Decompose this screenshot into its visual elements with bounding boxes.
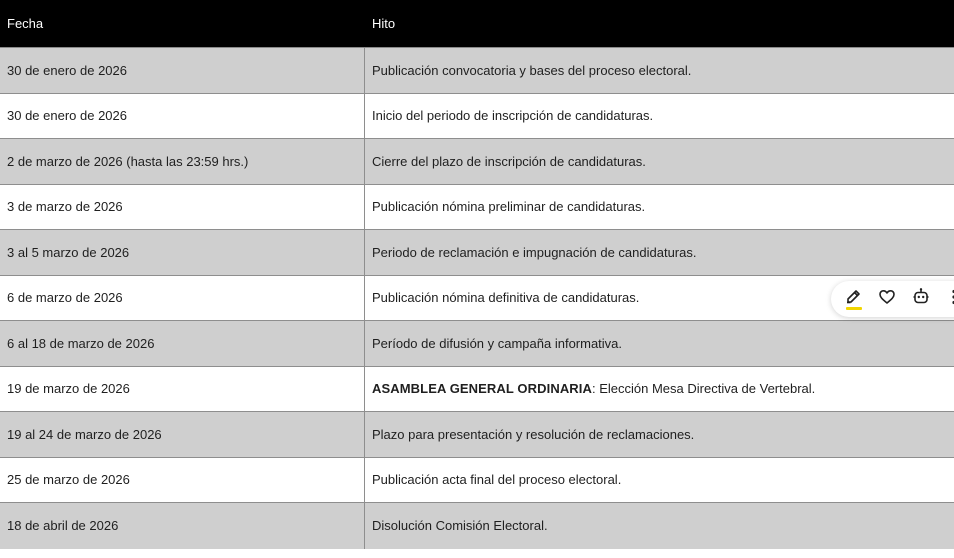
table-row (0, 139, 954, 185)
date-cell: 18 de abril de 2026 (0, 503, 365, 549)
highlight-button[interactable] (837, 282, 871, 316)
hito-cell (365, 139, 954, 184)
date-cell: 30 de enero de 2026 (0, 94, 365, 139)
table-row (0, 458, 954, 504)
hito-text: Publicación nómina preliminar de candidaturas. (372, 199, 646, 215)
hito-text: Plazo para presentación y resolución de reclamaciones. (372, 426, 695, 442)
table-row (0, 412, 954, 458)
hito-text: Publicación convocatoria y bases del proceso electoral. (372, 62, 692, 78)
header-hito: Hito (372, 16, 396, 31)
date-cell: 19 de marzo de 2026 (0, 367, 365, 412)
hito-cell (365, 367, 954, 412)
hito-text: Inicio del periodo de inscripción de candidaturas. (372, 108, 654, 124)
hito-cell (365, 48, 954, 93)
table-row (0, 94, 954, 140)
hito-cell (365, 412, 954, 457)
table-row (0, 48, 954, 94)
date-cell: 30 de enero de 2026 (0, 48, 365, 93)
table-row (0, 230, 954, 276)
hito-cell (365, 94, 954, 139)
header-fecha: Fecha (7, 16, 44, 31)
date-cell: 3 de marzo de 2026 (0, 185, 365, 230)
hito-cell (365, 503, 954, 549)
more-vertical-icon (950, 288, 954, 311)
table-row (0, 321, 954, 367)
robot-icon (911, 287, 931, 312)
hito-cell (365, 321, 954, 366)
hito-bold-text: ASAMBLEA GENERAL ORDINARIA (372, 381, 592, 397)
date-cell: 19 al 24 de marzo de 2026 (0, 412, 365, 457)
highlight-color-bar (846, 307, 862, 310)
hito-text: Período de difusión y campaña informativa. (372, 335, 623, 351)
hito-text: Periodo de reclamación e impugnación de candidaturas. (372, 244, 697, 260)
hito-cell (365, 185, 954, 230)
hito-cell (365, 458, 954, 503)
date-cell: 3 al 5 marzo de 2026 (0, 230, 365, 275)
table-row (0, 185, 954, 231)
table-header (0, 0, 954, 48)
hito-text: Publicación nómina definitiva de candidaturas. (372, 290, 640, 306)
date-cell: 6 al 18 de marzo de 2026 (0, 321, 365, 366)
hito-text: : Elección Mesa Directiva de Vertebral. (592, 381, 816, 397)
date-cell: 25 de marzo de 2026 (0, 458, 365, 503)
hito-text: Publicación acta final del proceso electoral. (372, 472, 622, 488)
hito-text: Disolución Comisión Electoral. (372, 518, 548, 534)
floating-toolbar (831, 281, 954, 317)
hito-cell (365, 230, 954, 275)
table-row (0, 503, 954, 549)
more-options-button[interactable] (938, 282, 954, 316)
date-cell: 2 de marzo de 2026 (hasta las 23:59 hrs.) (0, 139, 365, 184)
table-row (0, 367, 954, 413)
heart-icon (878, 288, 896, 311)
table-row (0, 276, 954, 322)
ai-assistant-button[interactable] (904, 282, 938, 316)
like-button[interactable] (871, 282, 905, 316)
date-cell: 6 de marzo de 2026 (0, 276, 365, 321)
hito-text: Cierre del plazo de inscripción de candidaturas. (372, 153, 646, 169)
